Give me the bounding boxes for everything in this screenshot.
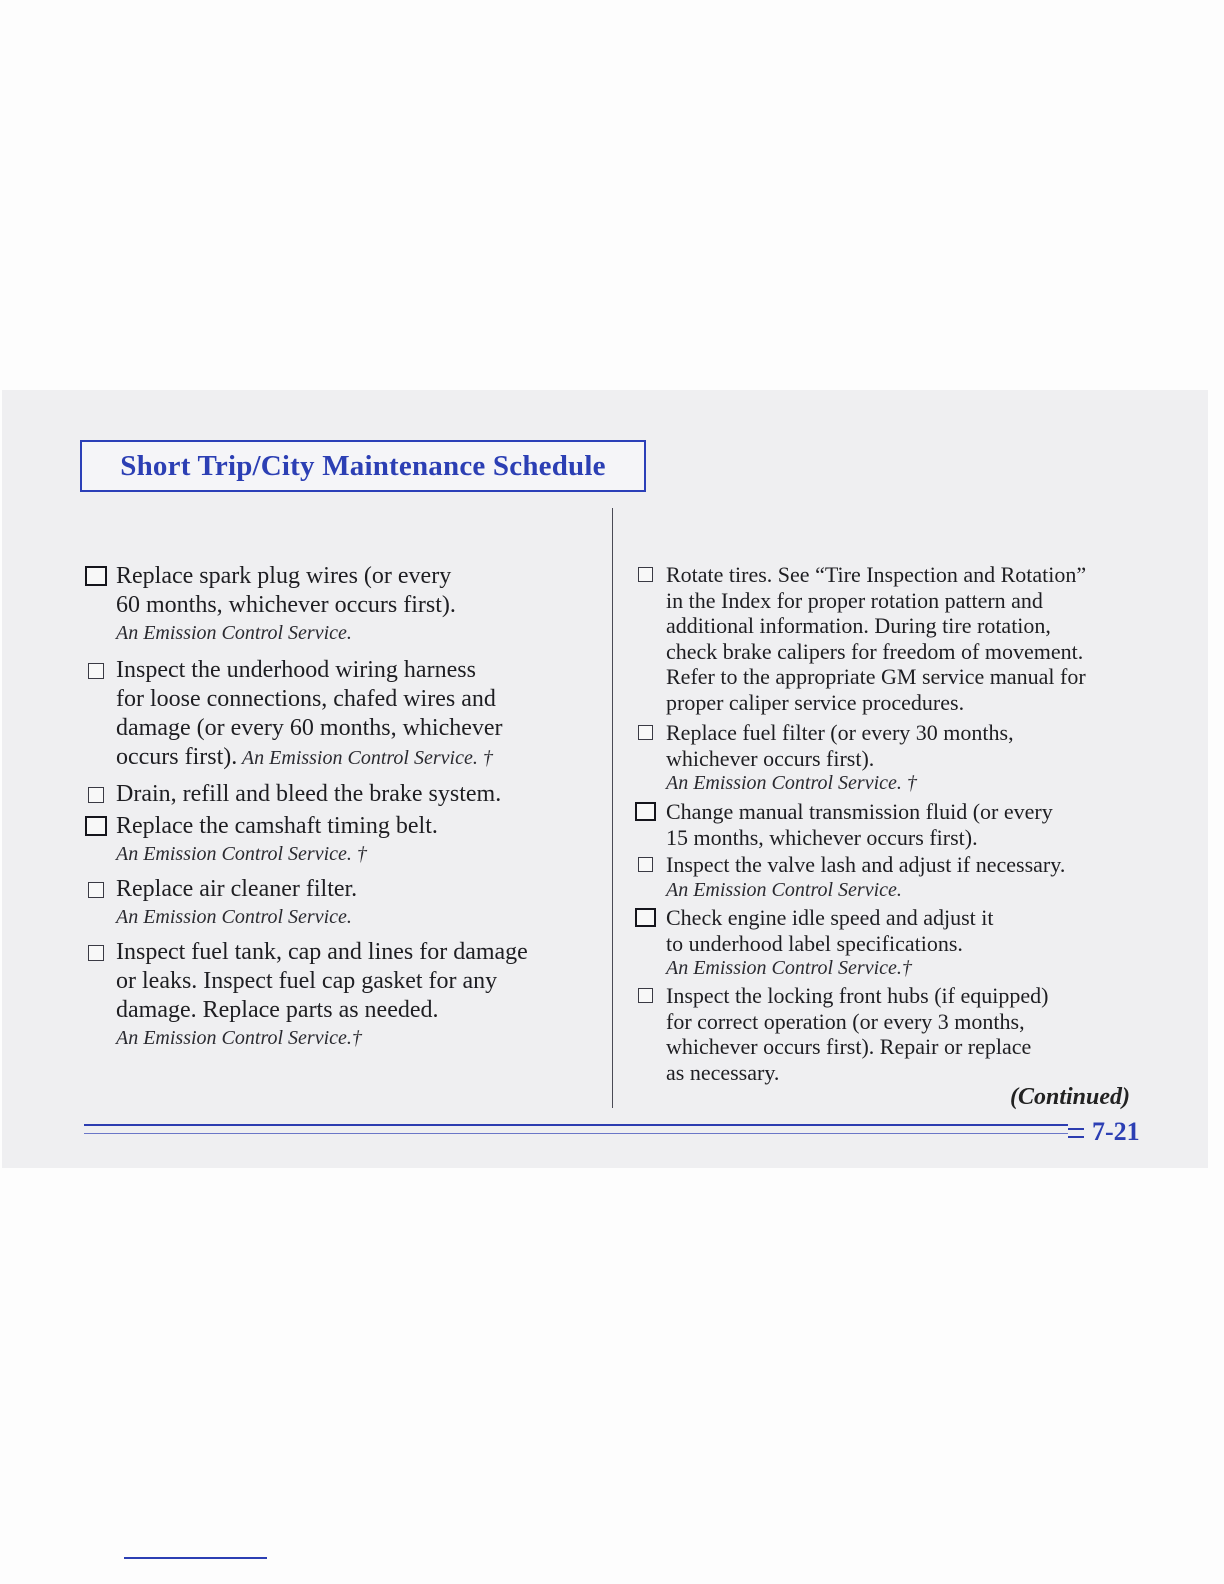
emission-note: An Emission Control Service. — [116, 906, 352, 928]
item-text-line: Replace fuel filter (or every 30 months, — [666, 720, 1014, 745]
item-text-line: to underhood label specifications. — [666, 930, 963, 956]
emission-note: An Emission Control Service. — [666, 878, 902, 901]
item-text-line: proper caliper service procedures. — [666, 689, 965, 715]
item-text-line: damage. Replace parts as needed. — [116, 997, 439, 1023]
emission-note: An Emission Control Service. — [116, 622, 352, 644]
item-text-line: in the Index for proper rotation pattern and — [666, 587, 1043, 613]
item-text-line: whichever occurs first). Repair or replace — [666, 1034, 1032, 1059]
item-text-line: Replace spark plug wires (or every — [116, 563, 452, 589]
checklist-item — [86, 780, 626, 809]
item-text-line: Change manual transmission fluid (or every — [666, 799, 1053, 824]
emission-note: An Emission Control Service. † — [237, 747, 493, 769]
checkbox[interactable] — [635, 802, 656, 821]
checkbox[interactable] — [635, 908, 656, 927]
item-text-line: as necessary. — [666, 1059, 780, 1085]
item-text-line: Refer to the appropriate GM service manual for — [666, 664, 1086, 689]
checklist-item — [636, 562, 1186, 715]
bottom-rule — [124, 1557, 267, 1559]
checkbox[interactable] — [85, 816, 107, 836]
footer-rule-top — [84, 1124, 1068, 1126]
checklist-item — [636, 983, 1186, 1085]
checkbox[interactable] — [638, 988, 653, 1003]
item-text-line: Rotate tires. See “Tire Inspection and Rotation” — [666, 562, 1087, 587]
item-text-line: 15 months, whichever occurs first). — [666, 824, 978, 850]
item-text-line: additional information. During tire rotation, — [666, 613, 1051, 638]
item-text-line: Drain, refill and bleed the brake system. — [116, 781, 502, 807]
checkbox[interactable] — [638, 725, 653, 740]
footer-rule-bottom — [84, 1133, 1068, 1134]
item-text-line: for loose connections, chafed wires and — [116, 686, 496, 712]
item-text-line: damage (or every 60 months, whichever — [116, 715, 503, 741]
emission-note: An Emission Control Service.† — [666, 957, 912, 979]
checklist-item — [86, 656, 626, 773]
continued-label: (Continued) — [1010, 1084, 1131, 1110]
item-text-line: Replace air cleaner filter. — [116, 876, 358, 902]
checkbox[interactable] — [88, 882, 104, 898]
section-title: Short Trip/City Maintenance Schedule — [120, 449, 606, 482]
checklist-item — [636, 905, 1186, 981]
footer-rule-right-bottom — [1068, 1136, 1084, 1138]
checkbox[interactable] — [88, 663, 104, 679]
checklist-item — [636, 852, 1186, 903]
item-text-line: or leaks. Inspect fuel cap gasket for any — [116, 968, 498, 994]
item-text-line: Inspect the valve lash and adjust if necessary. — [666, 852, 1066, 877]
emission-note: An Emission Control Service. † — [666, 772, 917, 794]
emission-note: An Emission Control Service. † — [116, 843, 367, 865]
checklist-item — [86, 938, 626, 1051]
checklist-item — [636, 799, 1186, 850]
footer-rule-right-top — [1068, 1128, 1084, 1130]
section-title-box — [80, 440, 646, 492]
item-text-line: whichever occurs first). — [666, 745, 875, 771]
item-text-line: check brake calipers for freedom of movement. — [666, 638, 1084, 664]
checklist-item — [86, 812, 626, 867]
checkbox[interactable] — [638, 857, 653, 872]
item-text-line: Check engine idle speed and adjust it — [666, 905, 994, 930]
checkbox[interactable] — [88, 787, 104, 803]
item-text-line: Inspect fuel tank, cap and lines for damage — [116, 939, 528, 965]
emission-note: An Emission Control Service.† — [116, 1027, 362, 1049]
item-text-line: 60 months, whichever occurs first). — [116, 592, 456, 618]
item-text-line: Inspect the underhood wiring harness — [116, 657, 476, 683]
item-text-line: Inspect the locking front hubs (if equipped) — [666, 983, 1049, 1008]
checklist-item — [86, 875, 626, 930]
checkbox[interactable] — [85, 566, 107, 586]
page-number: 7-21 — [1092, 1117, 1140, 1146]
checklist-item — [86, 562, 626, 646]
checklist-item — [636, 720, 1186, 796]
checkbox[interactable] — [88, 945, 104, 961]
item-text-line: for correct operation (or every 3 months, — [666, 1008, 1025, 1034]
checkbox[interactable] — [638, 567, 653, 582]
item-text-line: occurs first). — [116, 744, 238, 770]
item-text-line: Replace the camshaft timing belt. — [116, 813, 438, 839]
